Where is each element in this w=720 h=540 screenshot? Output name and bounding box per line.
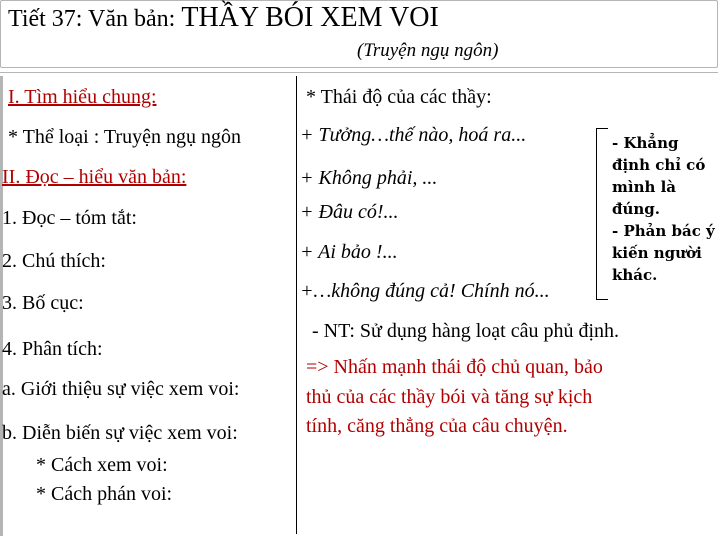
nt-line: - NT: Sử dụng hàng loạt câu phủ định.	[312, 320, 620, 342]
quote-2: + Không phải, ...	[300, 167, 438, 189]
sub-how-to-judge: * Cách phán voi:	[36, 483, 173, 505]
genre-line: * Thể loại : Truyện ngụ ngôn	[8, 126, 241, 148]
column-divider	[296, 76, 297, 534]
item-analysis-b: b. Diễn biến sự việc xem voi:	[2, 422, 238, 444]
section-1-heading: I. Tìm hiểu chung:	[8, 86, 157, 108]
page-title	[8, 2, 439, 34]
quote-4: + Ai bảo !...	[300, 241, 398, 263]
quote-3: + Đâu có!...	[300, 201, 399, 223]
title-main: THẦY BÓI XEM VOI	[181, 2, 439, 33]
item-read-summary: 1. Đọc – tóm tắt:	[2, 207, 137, 229]
result-line-2: thủ của các thầy bói và tăng sự kịch	[306, 386, 593, 408]
section-2-heading: II. Đọc – hiểu văn bản:	[2, 166, 187, 188]
item-analysis-a: a. Giới thiệu sự việc xem voi:	[2, 378, 240, 400]
result-line-3: tính, căng thẳng của câu chuyện.	[306, 415, 568, 437]
quote-1: + Tưởng…thế nào, hoá ra...	[300, 124, 527, 146]
quote-5: +…không đúng cả! Chính nó...	[300, 280, 550, 302]
attitude-heading: * Thái độ của các thầy:	[306, 86, 492, 108]
result-line-1: => Nhấn mạnh thái độ chủ quan, bảo	[306, 356, 603, 378]
header-divider	[0, 72, 718, 73]
sub-how-to-see: * Cách xem voi:	[36, 454, 168, 476]
quotes-bracket	[596, 128, 608, 300]
item-layout: 3. Bố cục:	[2, 292, 84, 314]
item-analysis: 4. Phân tích:	[2, 338, 103, 360]
page-subtitle: (Truyện ngụ ngôn)	[357, 40, 499, 61]
title-prefix: Tiết 37: Văn bản:	[8, 6, 182, 32]
item-annotation: 2. Chú thích:	[2, 250, 106, 272]
side-note: - Khẳng định chỉ có mình là đúng. - Phản bác ý kiến người khác.	[612, 134, 715, 284]
